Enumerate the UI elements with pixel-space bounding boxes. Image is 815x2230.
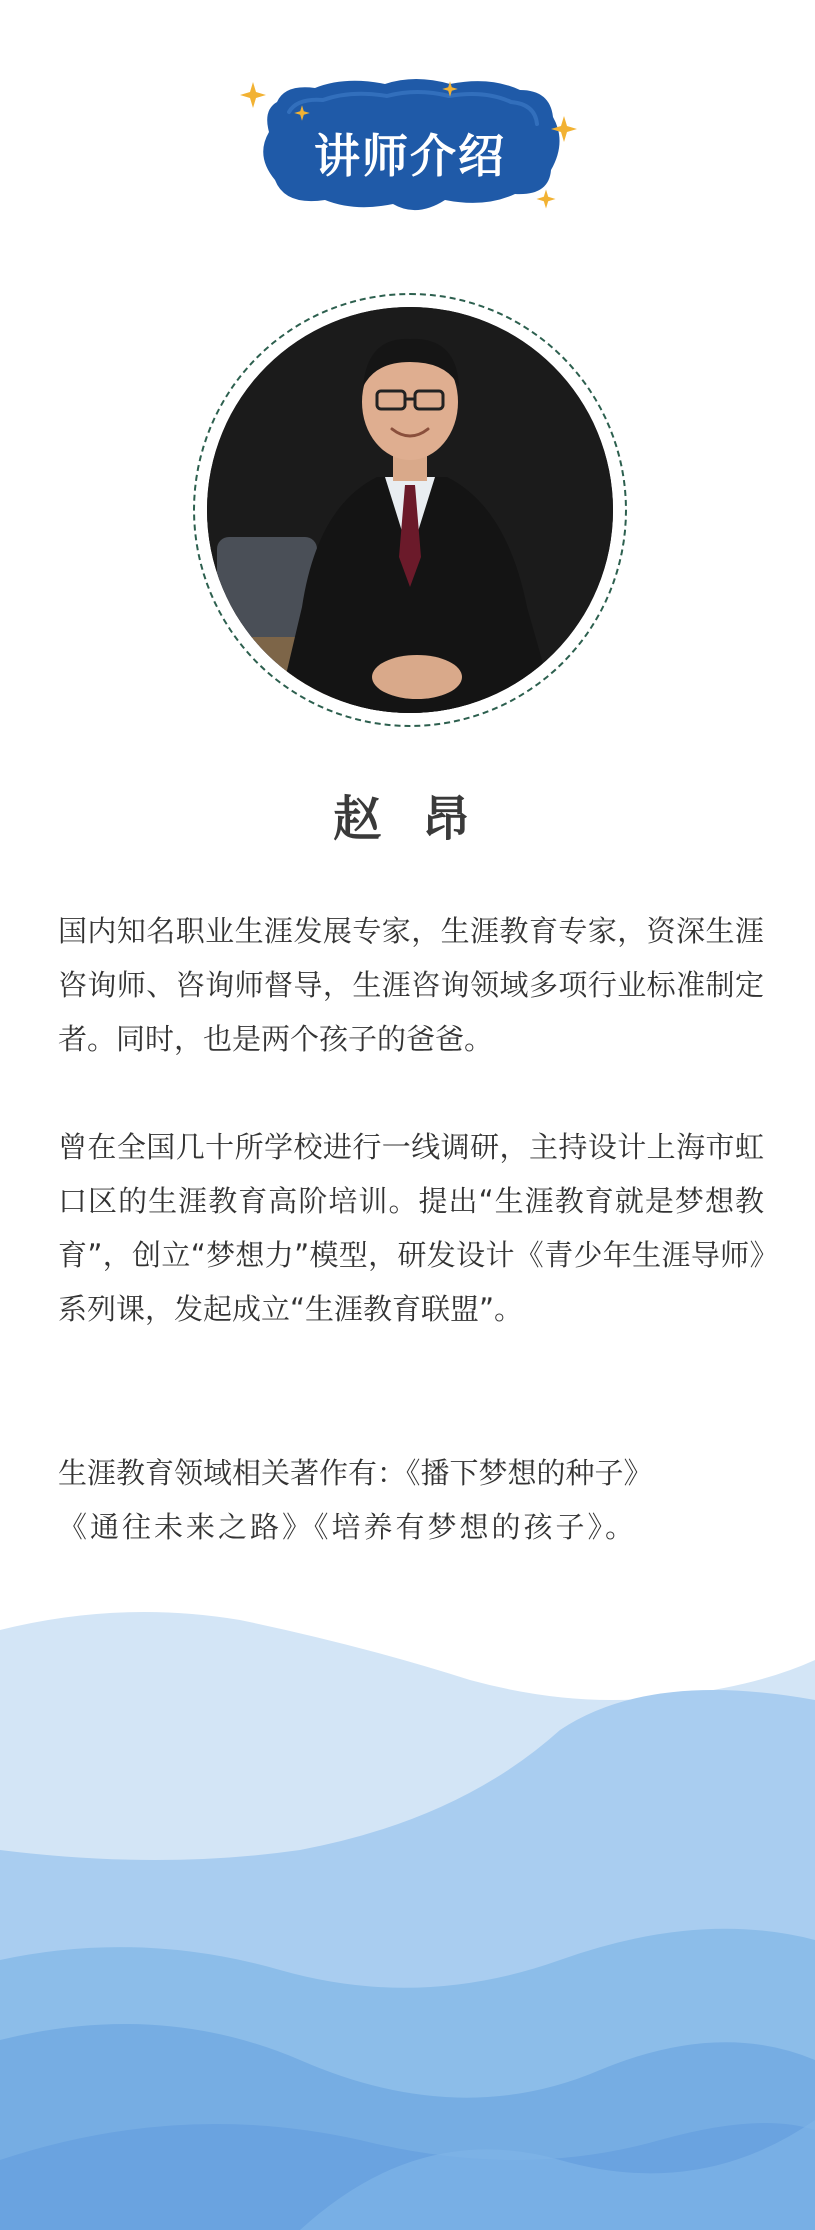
bio-paragraph-3-line-2: 《通往未来之路》《培养有梦想的孩子》。: [58, 1510, 638, 1544]
bio-paragraph-1: 国内知名职业生涯发展专家，生涯教育专家，资深生涯咨询师、咨询师督导，生涯咨询领域多项行业标准制定者。同时，也是两个孩子的爸爸。: [58, 914, 764, 1056]
speaker-portrait: [207, 307, 613, 713]
small-star-icon: [535, 188, 557, 210]
sparkle-star-icon: [238, 80, 268, 110]
bio-paragraph-3-line-1: 生涯教育领域相关著作有：《播下梦想的种子》: [58, 1456, 653, 1490]
portrait-illustration: [207, 307, 613, 713]
bio-paragraph-2: 曾在全国几十所学校进行一线调研，主持设计上海市虹口区的生涯教育高阶培训。提出“生涯教育就是梦想教育”，创立“梦想力”模型，研发设计《青少年生涯导师》系列课，发起成立“生涯教育联盟”。: [58, 1130, 764, 1326]
section-title-badge: [245, 72, 575, 232]
speaker-name: 赵 昂: [333, 791, 482, 847]
bio-paragraph-3: [58, 1446, 764, 1554]
section-title: 讲师介绍: [314, 129, 506, 183]
wave-decoration: [0, 1600, 815, 2230]
small-star-icon: [441, 80, 459, 98]
